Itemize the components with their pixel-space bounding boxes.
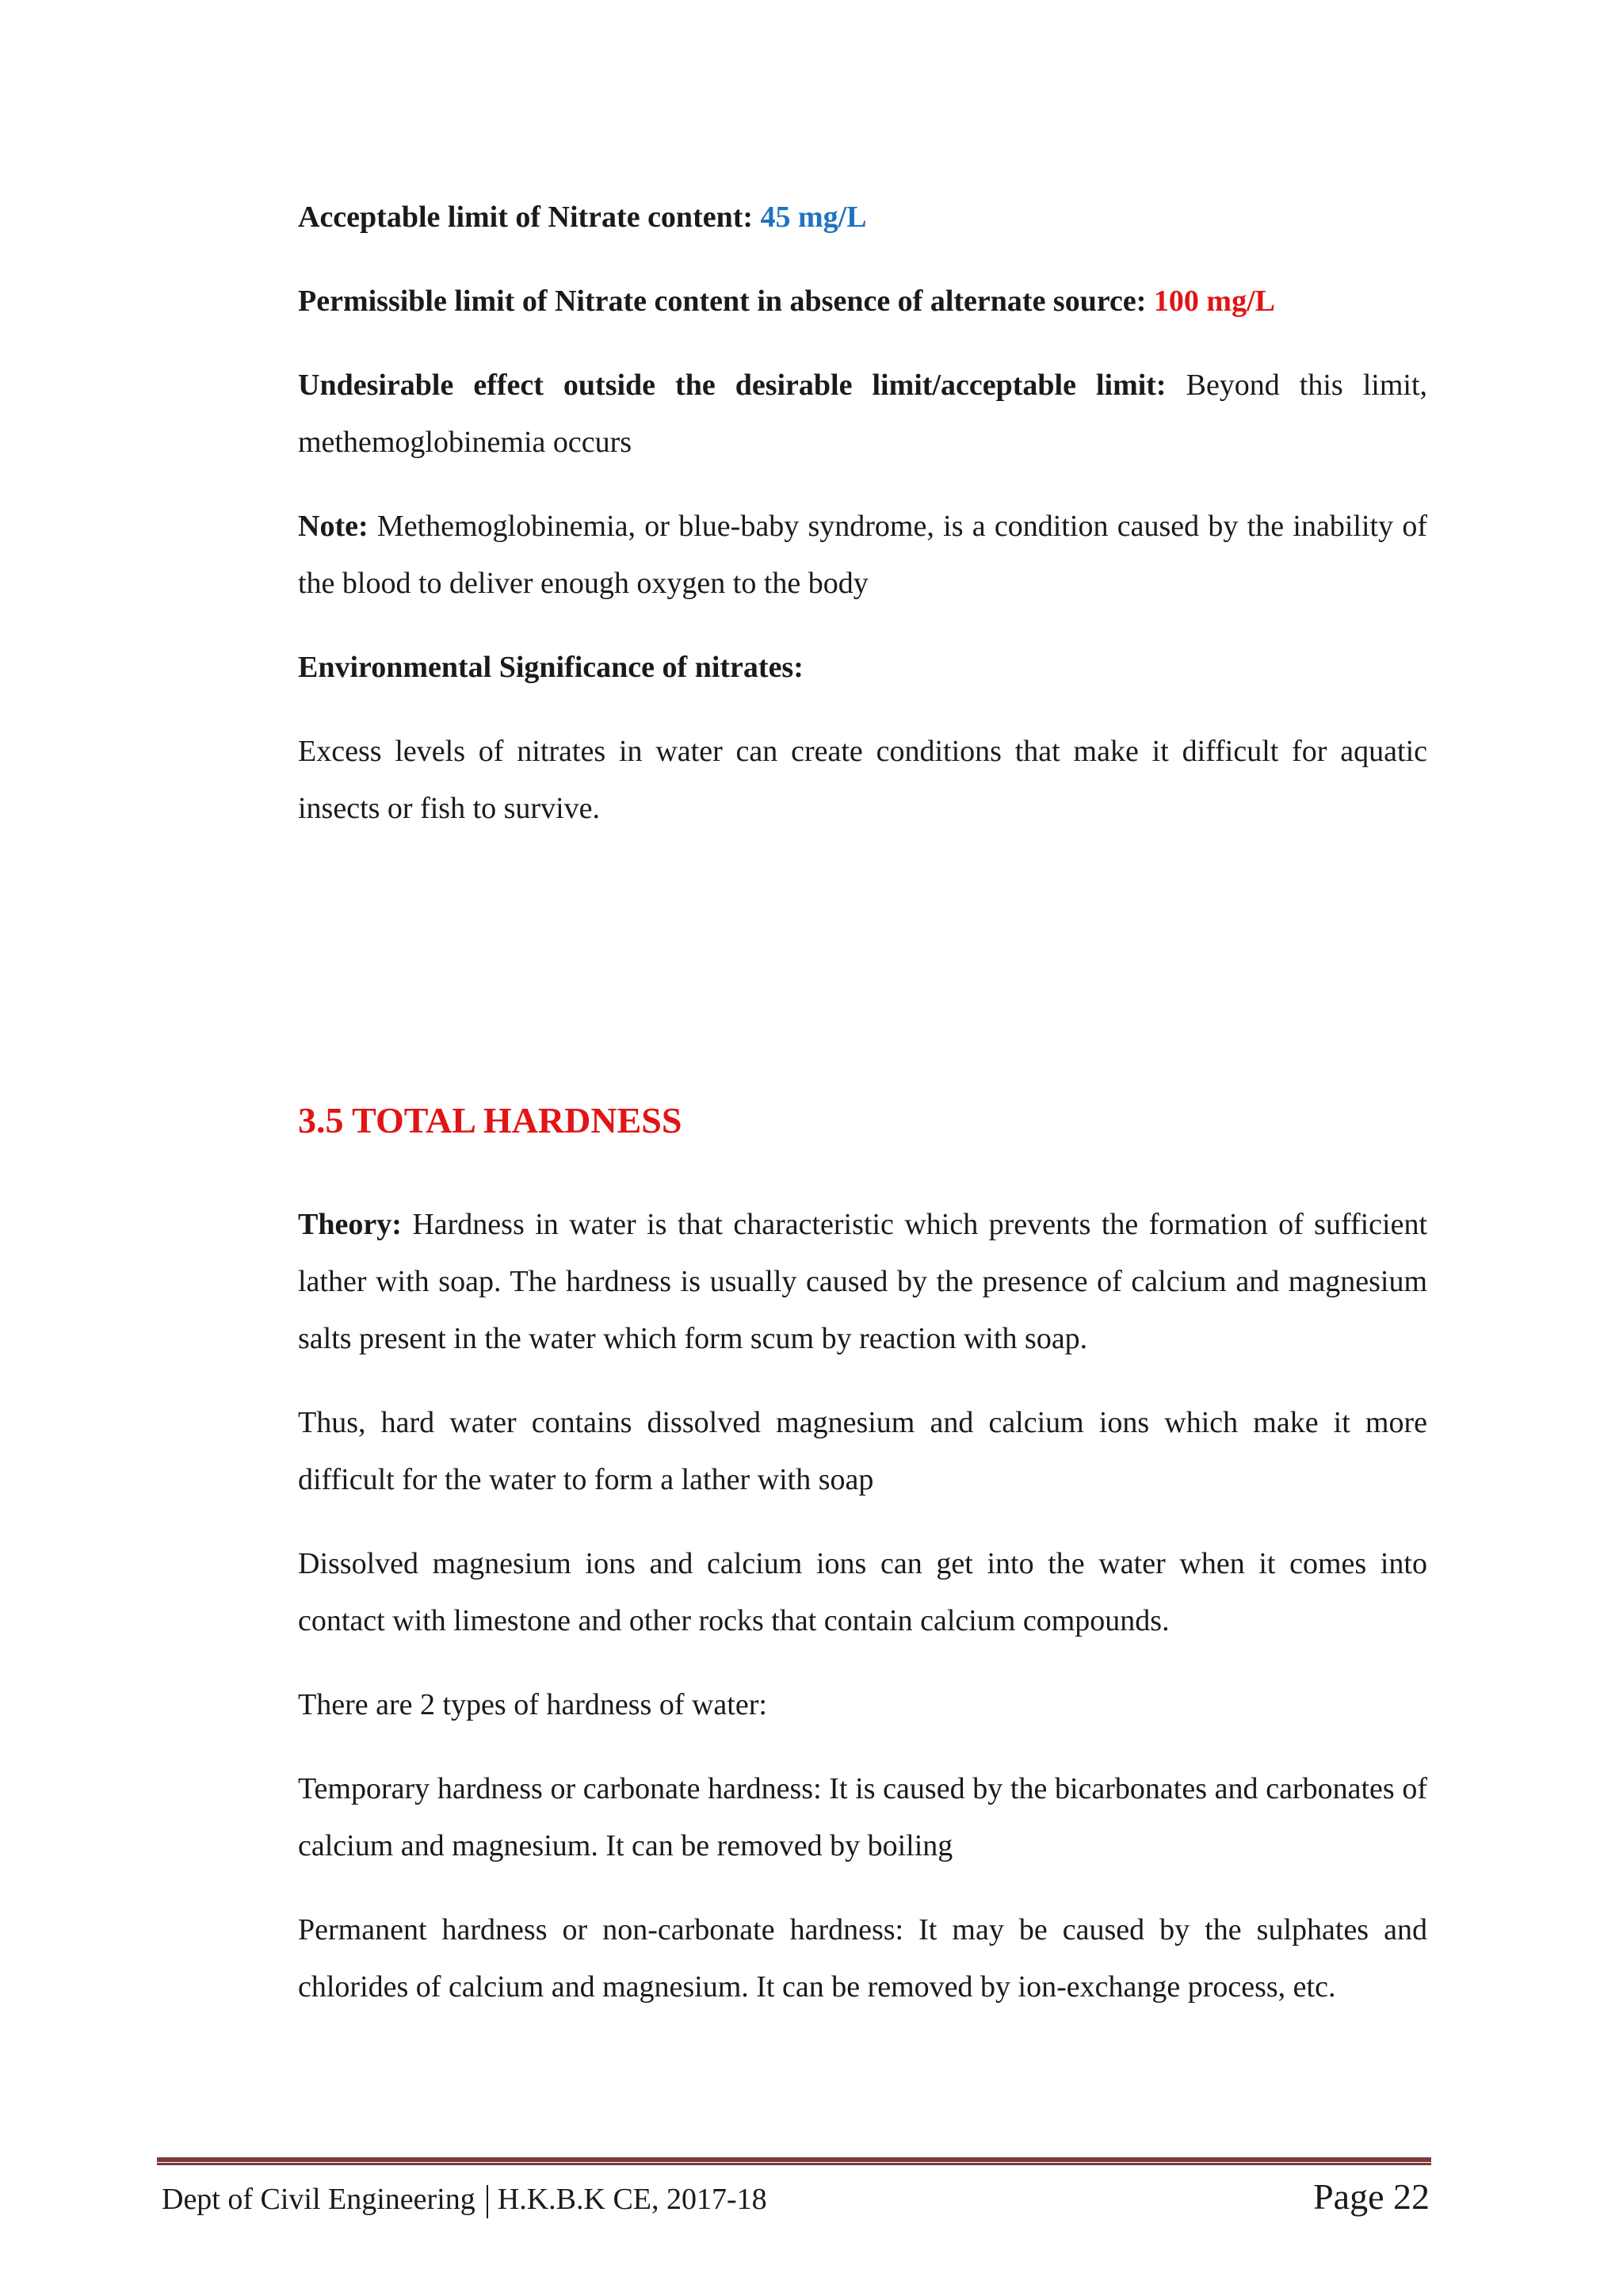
footer-college: H.K.B.K CE, 2017-18: [497, 2183, 767, 2216]
undesirable-effect-paragraph: [298, 357, 1427, 471]
environmental-significance-text: Excess levels of nitrates in water can create conditions that make it difficult for aquatic insects or fish to survive.: [298, 735, 1427, 825]
permanent-hardness-paragraph: Permanent hardness or non-carbonate hardness: It may be caused by the sulphates and chlorides of calcium and magnesium. It can be removed by ion-exchange process, etc.: [298, 1913, 1427, 2004]
page-footer: [162, 2174, 1430, 2222]
section-heading-total-hardness: 3.5 TOTAL HARDNESS: [298, 1100, 682, 1140]
hardness-section: [298, 1196, 1427, 2042]
note-paragraph: [298, 498, 1427, 612]
theory-paragraph: [298, 1196, 1427, 1367]
hard-water-paragraph: Thus, hard water contains dissolved magnesium and calcium ions which make it more difficult for the water to form a lather with soap: [298, 1406, 1427, 1496]
nitrate-section: [298, 189, 1427, 864]
temporary-hardness-paragraph: Temporary hardness or carbonate hardness: It is caused by the bicarbonates and carbonates of calcium and magnesium. It can be removed by boiling: [298, 1772, 1427, 1862]
theory-text: Hardness in water is that characteristic which prevents the formation of sufficient lather with soap. The hardness is usually caused by the presence of calcium and magnesium salts present in the water which form scum by reaction with soap.: [298, 1208, 1427, 1355]
permissible-limit-label: Permissible limit of Nitrate content in absence of alternate source:: [298, 285, 1147, 318]
acceptable-limit-value: 45 mg/L: [760, 201, 867, 234]
note-label: Note:: [298, 510, 369, 543]
undesirable-effect-label: Undesirable effect outside the desirable limit/acceptable limit:: [298, 369, 1167, 402]
acceptable-limit-label: Acceptable limit of Nitrate content:: [298, 201, 754, 234]
permissible-limit-line: [298, 273, 1427, 330]
environmental-significance-heading: Environmental Significance of nitrates:: [298, 651, 804, 684]
permissible-limit-value: 100 mg/L: [1153, 285, 1275, 318]
footer-separator: [487, 2185, 488, 2218]
footer-department: Dept of Civil Engineering: [162, 2183, 475, 2216]
page-number: Page 22: [1313, 2176, 1430, 2217]
theory-label: Theory:: [298, 1208, 402, 1241]
hardness-types-intro: There are 2 types of hardness of water:: [298, 1688, 767, 1721]
footer-left: [162, 2182, 767, 2218]
acceptable-limit-line: [298, 189, 1427, 246]
dissolved-ions-paragraph: Dissolved magnesium ions and calcium ions can get into the water when it comes into contact with limestone and other rocks that contain calcium compounds.: [298, 1547, 1427, 1637]
note-text: Methemoglobinemia, or blue-baby syndrome, is a condition caused by the inability of the blood to deliver enough oxygen to the body: [298, 510, 1428, 600]
undesirable-effect-text: Beyond this limit, methemoglobinemia occurs: [298, 369, 1427, 459]
footer-divider: [157, 2157, 1431, 2165]
